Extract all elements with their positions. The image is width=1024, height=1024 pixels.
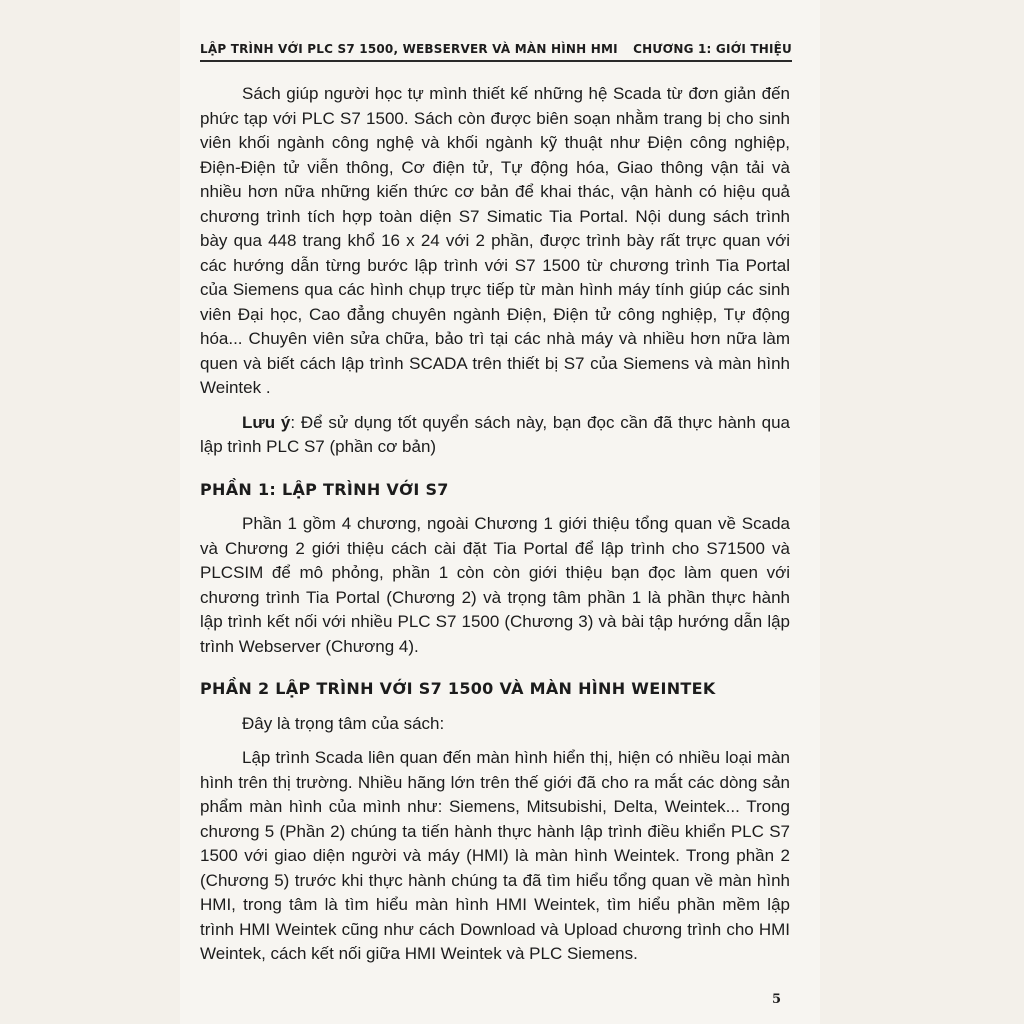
note-paragraph <box>200 411 790 460</box>
part2-paragraph: Lập trình Scada liên quan đến màn hình hiển thị, hiện có nhiều loại màn hình trên thị trường. Nhiều hãng lớn trên thế giới đã cho ra mắt các dòng sản phẩm màn hình của mình như: Siemens, Mitsubishi, Delta, Weintek... Trong chương 5 (Phần 2) chúng ta tiến hành thực hành lập trình điều khiển PLC S7 1500 với giao diện người và máy (HMI) là màn hình Weintek. Trong phần 2 (Chương 5) trước khi thực hành chúng ta đã tìm hiểu tổng quan về màn hình HMI, trong tâm là tìm hiểu màn hình HMI Weintek, tìm hiểu phần mềm lập trình HMI Weintek cũng như cách Download và Upload chương trình cho HMI Weintek, cách kết nối giữa HMI Weintek và PLC Siemens. <box>200 748 790 963</box>
part1-heading: PHẦN 1: LẬP TRÌNH VỚI S7 <box>200 479 449 499</box>
page-body <box>200 82 790 967</box>
part2-intro: Đây là trọng tâm của sách: <box>242 713 445 733</box>
part2-heading: PHẦN 2 LẬP TRÌNH VỚI S7 1500 VÀ MÀN HÌNH WEINTEK <box>200 679 716 698</box>
running-header <box>200 38 792 60</box>
header-chapter-title: CHƯƠNG 1: GIỚI THIỆU <box>633 42 792 56</box>
header-book-title: LẬP TRÌNH VỚI PLC S7 1500, WEBSERVER VÀ MÀN HÌNH HMI <box>200 42 618 56</box>
page-number: 5 <box>772 992 782 1007</box>
intro-paragraph: Sách giúp người học tự mình thiết kế những hệ Scada từ đơn giản đến phức tạp với PLC S7 1500. Sách còn được biên soạn nhằm trang bị cho sinh viên khối ngành công nghệ và khối ngành kỹ thuật như Điện công nghiệp, Điện-Điện tử viễn thông, Cơ điện tử, Tự động hóa, Giao thông vận tải và nhiều hơn nữa những kiến thức cơ bản để khai thác, vận hành có hiệu quả chương trình tích hợp toàn diện S7 Simatic Tia Portal. Nội dung sách trình bày qua 448 trang khổ 16 x 24 với 2 phần, được trình bày rất trực quan với các hướng dẫn từng bước lập trình với S7 1500 từ chương trình Tia Portal của Siemens qua các hình chụp trực tiếp từ màn hình máy tính giúp các sinh viên Đại học, Cao đẳng chuyên ngành Điện, Điện tử công nghiệp, Tự động hóa... Chuyên viên sửa chữa, bảo trì tại các nhà máy và nhiều hơn nữa làm quen và biết cách lập trình SCADA trên thiết bị S7 của Siemens và màn hình Weintek . <box>200 84 790 397</box>
note-text: : Để sử dụng tốt quyển sách này, bạn đọc cần đã thực hành qua lập trình PLC S7 (phần cơ bản) <box>200 412 791 456</box>
part1-paragraph: Phần 1 gồm 4 chương, ngoài Chương 1 giới thiệu tổng quan về Scada và Chương 2 giới thiệu cách cài đặt Tia Portal để lập trình cho S71500 và PLCSIM để mô phỏng, phần 1 còn còn giới thiệu bạn đọc làm quen với chương trình Tia Portal (Chương 2) và trọng tâm phần 1 là phần thực hành lập trình kết nối với nhiều PLC S7 1500 (Chương 3) và bài tập hướng dẫn lập trình Webserver (Chương 4). <box>200 514 790 656</box>
header-rule <box>200 60 792 62</box>
note-label: Lưu ý <box>242 412 291 432</box>
